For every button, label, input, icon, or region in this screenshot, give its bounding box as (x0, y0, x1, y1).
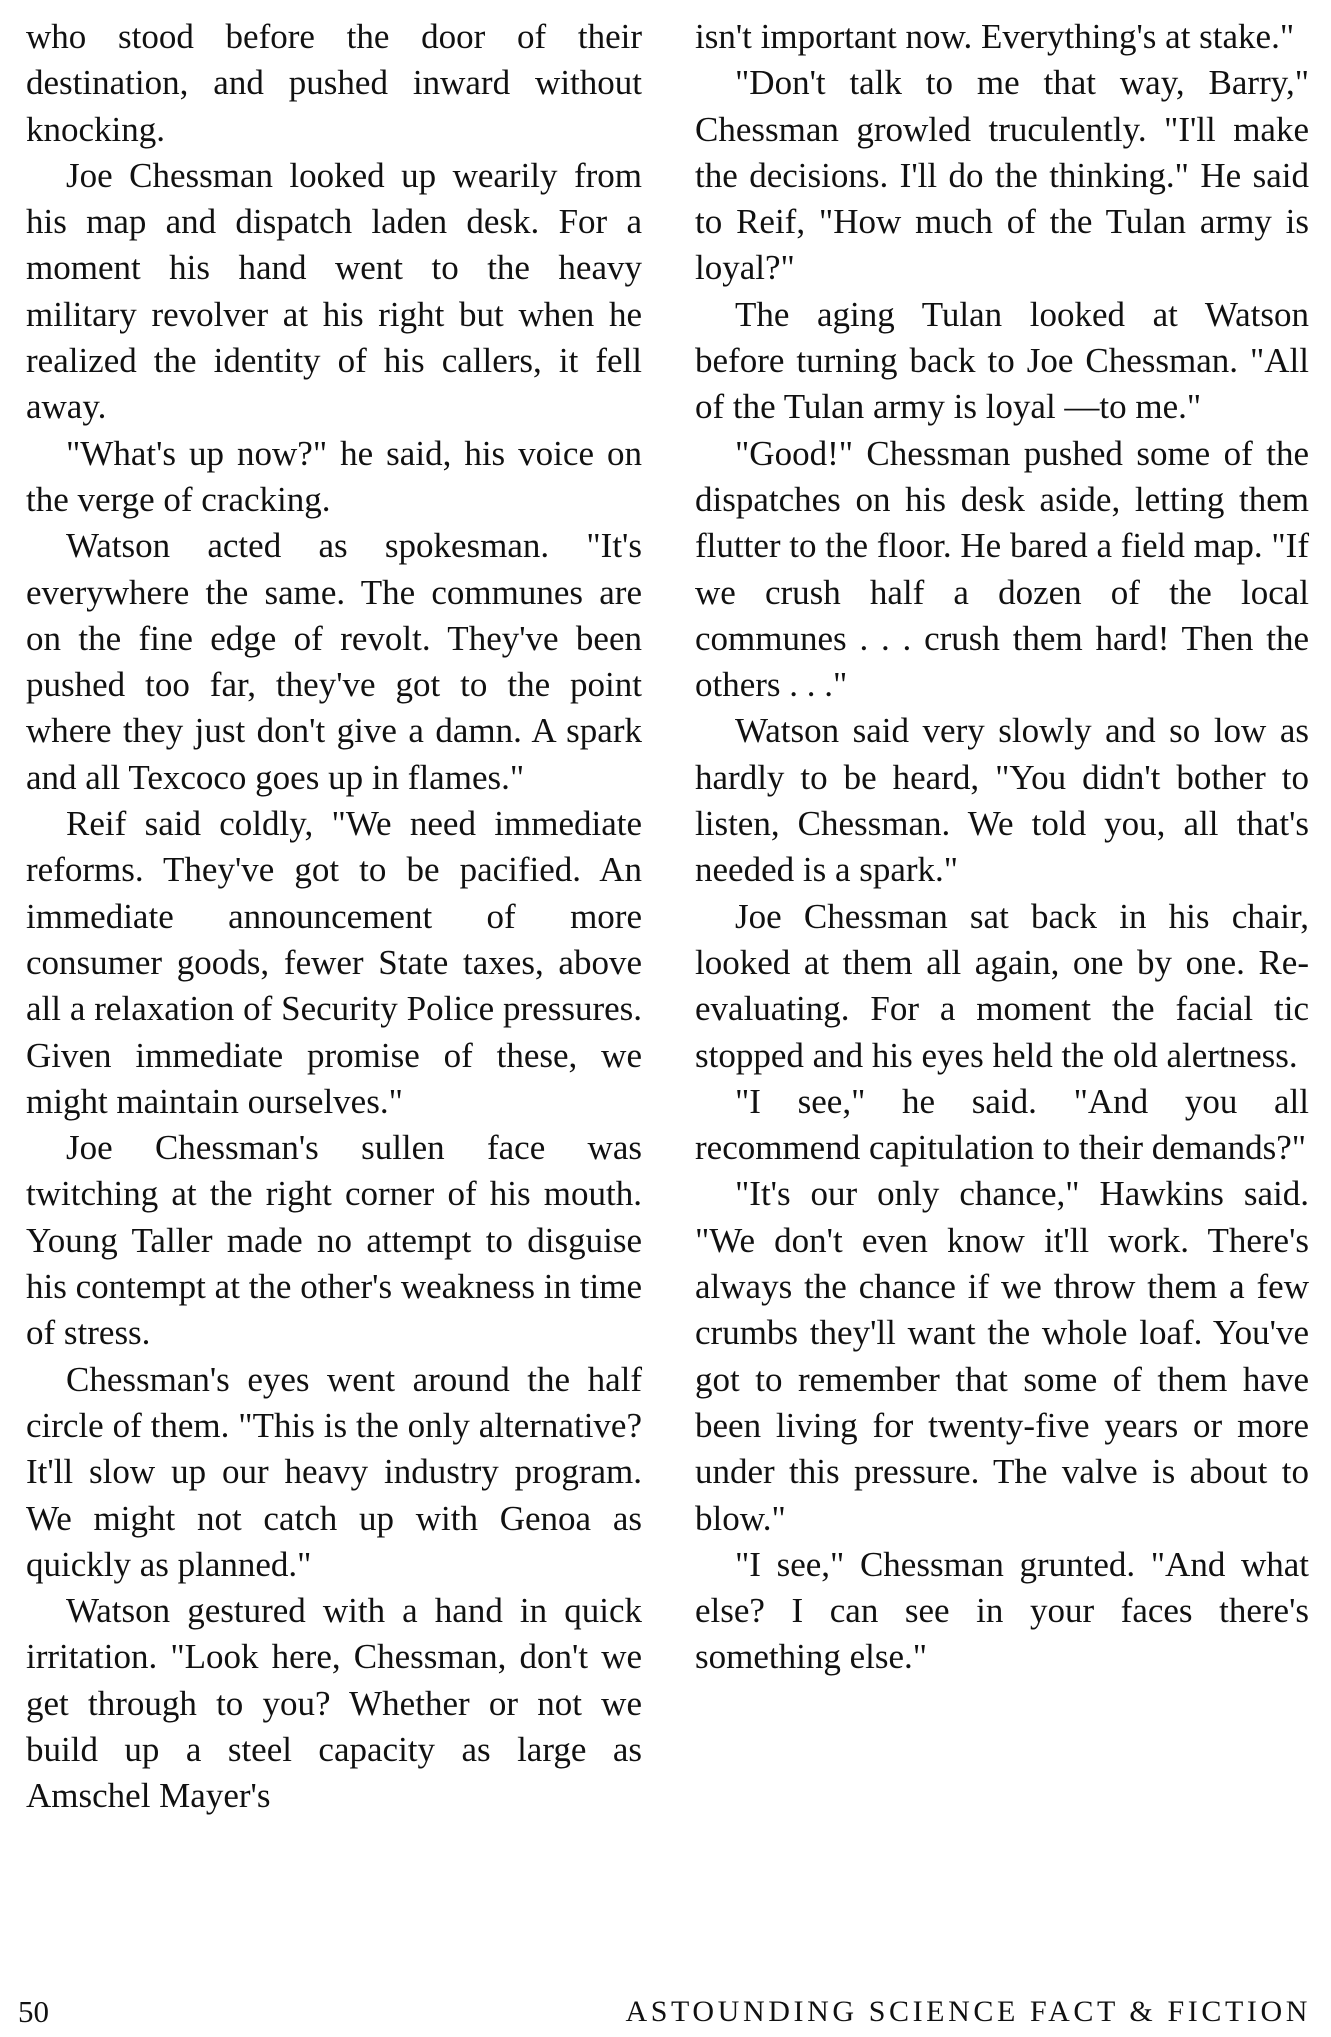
paragraph-right-4: "Good!" Chessman pushed some of the dispatches on his desk aside, letting them flutter to the floor. He bared a field map. "If we crush half a dozen of the local communes . . . crush them hard! Then the others . . ." (695, 433, 1309, 705)
page-footer (18, 1992, 1311, 2032)
paragraph-right-7: "I see," he said. "And you all recommend capitulation to their demands?" (695, 1081, 1309, 1168)
paragraph-right-3: The aging Tulan looked at Watson before turning back to Joe Chessman. "All of the Tulan army is loyal —to me." (695, 294, 1309, 427)
paragraph-right-2: "Don't talk to me that way, Barry," Chessman growled truculently. "I'll make the decisions. I'll do the thinking." He said to Reif, "How much of the Tulan army is loyal?" (695, 63, 1309, 288)
paragraph-right-6: Joe Chessman sat back in his chair, looked at them all again, one by one. Re-evaluating. For a moment the facial tic stopped and his eyes held the old alertness. (695, 896, 1309, 1075)
paragraph-right-8: "It's our only chance," Hawkins said. "We don't even know it'll work. There's always the chance if we throw them a few crumbs they'll want the whole loaf. You've got to remember that some of them have been living for twenty-five years or more under this pressure. The valve is about to blow." (695, 1174, 1309, 1538)
paragraph-left-8: Watson gestured with a hand in quick irritation. "Look here, Chessman, don't we get through to you? Whether or not we build up a steel capacity as large as Amschel Mayer's (26, 1591, 642, 1816)
paragraph-left-3: "What's up now?" he said, his voice on the verge of cracking. (26, 433, 642, 519)
paragraph-left-7: Chessman's eyes went around the half circle of them. "This is the only alternative? It'll slow up our heavy industry program. We might not catch up with Genoa as quickly as planned." (26, 1359, 642, 1584)
page-number: 50 (18, 1994, 49, 2029)
paragraph-right-1: isn't important now. Everything's at stake." (695, 17, 1295, 56)
left-text-column (26, 14, 642, 1820)
paragraph-left-6: Joe Chessman's sullen face was twitching at the right corner of his mouth. Young Taller made no attempt to disguise his contempt at the other's weakness in time of stress. (26, 1128, 642, 1353)
paragraph-right-9: "I see," Chessman grunted. "And what else? I can see in your faces there's something else." (695, 1544, 1309, 1677)
paragraph-left-1: who stood before the door of their destination, and pushed inward without knocking. (26, 17, 642, 149)
paragraph-left-5: Reif said coldly, "We need immediate reforms. They've got to be pacified. An immediate announcement of more consumer goods, fewer State taxes, above all a relaxation of Security Police pressures. Given immediate promise of these, we might maintain ourselves." (26, 804, 642, 1121)
paragraph-left-4: Watson acted as spokesman. "It's everywhere the same. The communes are on the fine edge of revolt. They've been pushed too far, they've got to the point where they just don't give a damn. A spark and all Texcoco goes up in flames." (26, 526, 642, 797)
running-title: ASTOUNDING SCIENCE FACT & FICTION (625, 1995, 1311, 2028)
right-text-column (695, 14, 1309, 1681)
paragraph-left-2: Joe Chessman looked up wearily from his map and dispatch laden desk. For a moment his hand went to the heavy military revolver at his right but when he realized the identity of his callers, it fell away. (26, 155, 642, 427)
paragraph-right-5: Watson said very slowly and so low as hardly to be heard, "You didn't bother to listen, Chessman. We told you, all that's needed is a spark." (695, 711, 1309, 890)
